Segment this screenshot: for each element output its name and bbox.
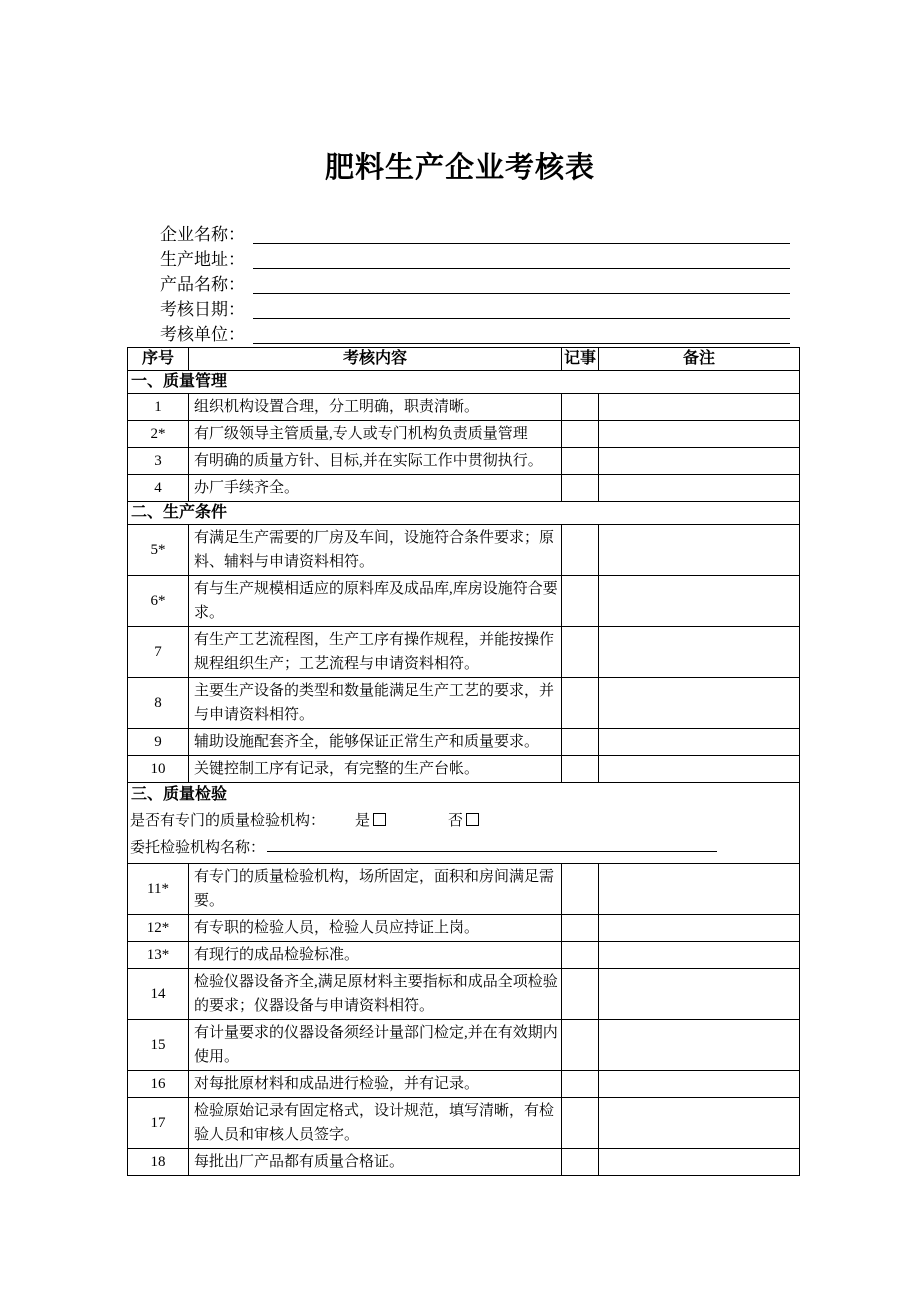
row-note-cell[interactable] — [562, 969, 599, 1020]
row-remark-cell[interactable] — [599, 394, 800, 421]
row-content: 有与生产规模相适应的原料库及成品库,库房设施符合要求。 — [189, 576, 562, 627]
no-checkbox[interactable] — [466, 813, 479, 826]
table-row — [128, 1098, 800, 1149]
row-remark-cell[interactable] — [599, 915, 800, 942]
inspection-question: 是否有专门的质量检验机构： — [130, 813, 326, 829]
checkbox-option — [448, 813, 479, 829]
table-row — [128, 627, 800, 678]
row-content: 有满足生产需要的厂房及车间，设施符合条件要求；原料、辅料与申请资料相符。 — [189, 525, 562, 576]
row-remark-cell[interactable] — [599, 525, 800, 576]
table-row — [128, 448, 800, 475]
row-content: 有明确的质量方针、目标,并在实际工作中贯彻执行。 — [189, 448, 562, 475]
table-row — [128, 915, 800, 942]
row-no: 9 — [128, 729, 189, 756]
row-content: 每批出厂产品都有质量合格证。 — [189, 1149, 562, 1176]
table-row — [128, 1149, 800, 1176]
info-field-row — [160, 247, 790, 272]
row-note-cell[interactable] — [562, 678, 599, 729]
row-no: 4 — [128, 475, 189, 502]
row-note-cell[interactable] — [562, 525, 599, 576]
entrust-blank[interactable] — [267, 837, 717, 852]
row-no: 11* — [128, 864, 189, 915]
row-no: 6* — [128, 576, 189, 627]
row-remark-cell[interactable] — [599, 864, 800, 915]
checkbox-option — [355, 813, 386, 829]
document-title: 肥料生产企业考核表 — [324, 152, 595, 184]
table-row — [128, 475, 800, 502]
row-note-cell[interactable] — [562, 942, 599, 969]
row-remark-cell[interactable] — [599, 576, 800, 627]
yes-checkbox[interactable] — [373, 813, 386, 826]
info-field-blank[interactable] — [253, 297, 790, 319]
row-no: 8 — [128, 678, 189, 729]
row-content: 有专职的检验人员，检验人员应持证上岗。 — [189, 915, 562, 942]
row-content: 有专门的质量检验机构，场所固定，面积和房间满足需要。 — [189, 864, 562, 915]
row-note-cell[interactable] — [562, 864, 599, 915]
table-row — [128, 421, 800, 448]
row-content: 检验仪器设备齐全,满足原材料主要指标和成品全项检验的要求；仪器设备与申请资料相符。 — [189, 969, 562, 1020]
row-note-cell[interactable] — [562, 1149, 599, 1176]
col-header-content: 考核内容 — [189, 348, 562, 371]
row-no: 16 — [128, 1071, 189, 1098]
row-note-cell[interactable] — [562, 576, 599, 627]
info-field-row — [160, 272, 790, 297]
row-no: 7 — [128, 627, 189, 678]
table-row — [128, 864, 800, 915]
row-remark-cell[interactable] — [599, 421, 800, 448]
table-row — [128, 678, 800, 729]
row-note-cell[interactable] — [562, 1020, 599, 1071]
row-content: 组织机构设置合理，分工明确，职责清晰。 — [189, 394, 562, 421]
row-no: 17 — [128, 1098, 189, 1149]
info-field-label: 考核单位： — [160, 325, 245, 344]
info-field-blank[interactable] — [253, 322, 790, 344]
row-remark-cell[interactable] — [599, 729, 800, 756]
row-no: 14 — [128, 969, 189, 1020]
info-field-row — [160, 297, 790, 322]
info-field-label: 产品名称： — [160, 275, 245, 294]
section-title: 一、质量管理 — [128, 371, 800, 394]
info-field-label: 考核日期： — [160, 300, 245, 319]
table-row — [128, 525, 800, 576]
row-content: 有现行的成品检验标准。 — [189, 942, 562, 969]
checkbox-label: 否 — [448, 813, 464, 829]
assessment-table-body — [128, 371, 800, 1176]
entrust-label: 委托检验机构名称： — [130, 840, 266, 856]
info-field-blank[interactable] — [253, 247, 790, 269]
info-fields — [160, 222, 790, 347]
row-no: 5* — [128, 525, 189, 576]
col-header-remark: 备注 — [599, 348, 800, 371]
section-header-row — [128, 502, 800, 525]
table-row — [128, 394, 800, 421]
info-field-blank[interactable] — [253, 222, 790, 244]
row-content: 有厂级领导主管质量,专人或专门机构负责质量管理 — [189, 421, 562, 448]
row-note-cell[interactable] — [562, 915, 599, 942]
entrust-line — [130, 835, 799, 861]
row-remark-cell[interactable] — [599, 1149, 800, 1176]
row-remark-cell[interactable] — [599, 678, 800, 729]
row-note-cell[interactable] — [562, 475, 599, 502]
row-no: 10 — [128, 756, 189, 783]
col-header-no: 序号 — [128, 348, 189, 371]
row-content: 辅助设施配套齐全，能够保证正常生产和质量要求。 — [189, 729, 562, 756]
row-remark-cell[interactable] — [599, 448, 800, 475]
section-title: 二、生产条件 — [128, 502, 800, 525]
info-field-row — [160, 222, 790, 247]
row-remark-cell[interactable] — [599, 475, 800, 502]
table-row — [128, 1071, 800, 1098]
table-row — [128, 729, 800, 756]
row-content: 检验原始记录有固定格式，设计规范，填写清晰，有检验人员和审核人员签字。 — [189, 1098, 562, 1149]
table-row — [128, 756, 800, 783]
row-no: 18 — [128, 1149, 189, 1176]
row-remark-cell[interactable] — [599, 756, 800, 783]
row-no: 1 — [128, 394, 189, 421]
assessment-table — [127, 347, 800, 1176]
info-field-label: 企业名称： — [160, 225, 245, 244]
row-note-cell[interactable] — [562, 394, 599, 421]
section-block-row — [128, 783, 800, 864]
row-note-cell[interactable] — [562, 627, 599, 678]
row-remark-cell[interactable] — [599, 1098, 800, 1149]
row-remark-cell[interactable] — [599, 1020, 800, 1071]
row-remark-cell[interactable] — [599, 969, 800, 1020]
info-field-blank[interactable] — [253, 272, 790, 294]
row-note-cell[interactable] — [562, 421, 599, 448]
row-no: 13* — [128, 942, 189, 969]
row-note-cell[interactable] — [562, 1071, 599, 1098]
row-remark-cell[interactable] — [599, 942, 800, 969]
row-note-cell[interactable] — [562, 1098, 599, 1149]
col-header-note: 记事 — [562, 348, 599, 371]
row-content: 有计量要求的仪器设备须经计量部门检定,并在有效期内使用。 — [189, 1020, 562, 1071]
row-content: 主要生产设备的类型和数量能满足生产工艺的要求，并与申请资料相符。 — [189, 678, 562, 729]
section-title: 三、质量检验 — [131, 786, 228, 803]
checkbox-label: 是 — [355, 813, 371, 829]
table-row — [128, 969, 800, 1020]
table-row — [128, 576, 800, 627]
row-note-cell[interactable] — [562, 756, 599, 783]
row-remark-cell[interactable] — [599, 627, 800, 678]
section-header-row — [128, 371, 800, 394]
row-no: 15 — [128, 1020, 189, 1071]
row-note-cell[interactable] — [562, 448, 599, 475]
row-no: 12* — [128, 915, 189, 942]
row-content: 关键控制工序有记录，有完整的生产台帐。 — [189, 756, 562, 783]
row-content: 有生产工艺流程图，生产工序有操作规程，并能按操作规程组织生产；工艺流程与申请资料相符。 — [189, 627, 562, 678]
info-field-label: 生产地址： — [160, 250, 245, 269]
inspection-question-line — [130, 807, 799, 835]
row-note-cell[interactable] — [562, 729, 599, 756]
row-content: 办厂手续齐全。 — [189, 475, 562, 502]
row-content: 对每批原材料和成品进行检验，并有记录。 — [189, 1071, 562, 1098]
row-remark-cell[interactable] — [599, 1071, 800, 1098]
row-no: 3 — [128, 448, 189, 475]
table-row — [128, 1020, 800, 1071]
info-field-row — [160, 322, 790, 347]
row-no: 2* — [128, 421, 189, 448]
table-row — [128, 942, 800, 969]
table-header-row — [128, 348, 800, 371]
